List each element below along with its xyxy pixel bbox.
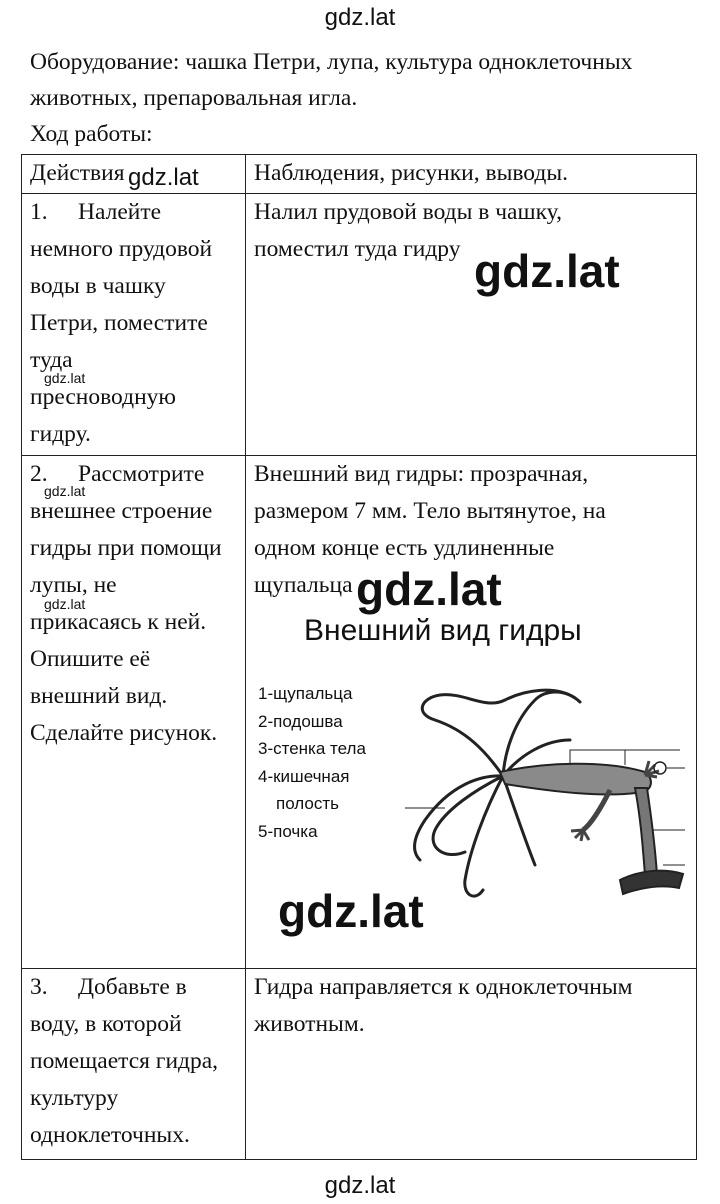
action-cell [22,194,246,456]
figure-title: Внешний вид гидры [304,614,582,647]
action-line: воду, в которой [30,1011,182,1037]
action-line: Налейте [78,199,162,225]
action-line: помещается гидра, [30,1048,219,1074]
header-observations: Наблюдения, рисунки, выводы. [246,155,697,194]
procedure-heading: Ход работы: [30,121,153,147]
action-line: Петри, поместите [30,310,208,336]
action-line: внешний вид. [30,683,168,709]
step-number: 3. [30,974,48,1000]
watermark-bottom: gdz.lat [324,1172,396,1199]
step-number: 1. [30,199,48,225]
step-number: 2. [30,461,48,487]
hydra-foot [620,871,683,894]
figure-legend [258,680,366,845]
action-line: Сделайте рисунок. [30,720,218,746]
observation-line: одном конце есть удлиненные [254,535,555,561]
action-line: прикасаясь к ней. [30,609,207,635]
action-line: внешнее строение [30,498,213,524]
watermark-big-2: gdz.lat [356,563,502,615]
action-line: немного прудовой [30,236,213,262]
action-line: пресноводную [30,384,176,410]
watermark-big-3: gdz.lat [278,885,424,937]
action-line: лупы, не [30,572,117,598]
observation-line: щупальца [254,572,353,598]
legend-item: 5-почка [258,821,318,841]
action-line: Опишите её [30,646,151,672]
observation-line: Налил прудовой воды в чашку, [254,199,562,225]
hydra-body [500,764,651,795]
table-row [22,194,697,456]
observation-line: животным. [254,1011,365,1037]
equipment-line-2: животных, препаровальная игла. [30,85,358,111]
observation-cell [246,194,697,456]
legend-item: полость [276,794,339,813]
observation-line: Гидра направляется к одноклеточным [254,974,633,1000]
table-header-row [22,155,697,194]
watermark-top: gdz.lat [324,4,396,31]
watermark-header-cell: gdz.lat [128,164,199,191]
action-line: гидру. [30,421,91,447]
action-cell [22,456,246,969]
work-table [21,154,697,1160]
watermark-big-1: gdz.lat [474,245,620,297]
legend-item: 3-стенка тела [258,739,366,758]
table-row [22,969,697,1160]
action-line: Рассмотрите [78,461,205,487]
action-line: гидры при помощи [30,535,222,561]
action-line: культуру [30,1085,119,1111]
observation-cell [246,969,697,1160]
observation-line: размером 7 мм. Тело вытянутое, на [254,498,606,524]
hydra-drawing [405,680,695,910]
legend-item: 1-щупальца [258,684,353,703]
watermark-small-3: gdz.lat [44,596,86,612]
legend-item: 2-подошва [258,711,343,731]
header-actions: Действия [22,155,246,194]
action-cell [22,969,246,1160]
legend-item: 4-кишечная [258,766,350,786]
action-line: воды в чашку [30,273,166,299]
observation-line: поместил туда гидру [254,236,461,262]
equipment-line-1: Оборудование: чашка Петри, лупа, культура одноклеточных [30,49,633,75]
action-line: одноклеточных. [30,1122,190,1148]
watermark-small-1: gdz.lat [44,370,86,386]
action-line: Добавьте в [78,974,187,1000]
action-line: туда [30,347,73,373]
observation-line: Внешний вид гидры: прозрачная, [254,461,589,487]
intro-text [30,44,700,152]
watermark-small-2: gdz.lat [44,483,86,499]
